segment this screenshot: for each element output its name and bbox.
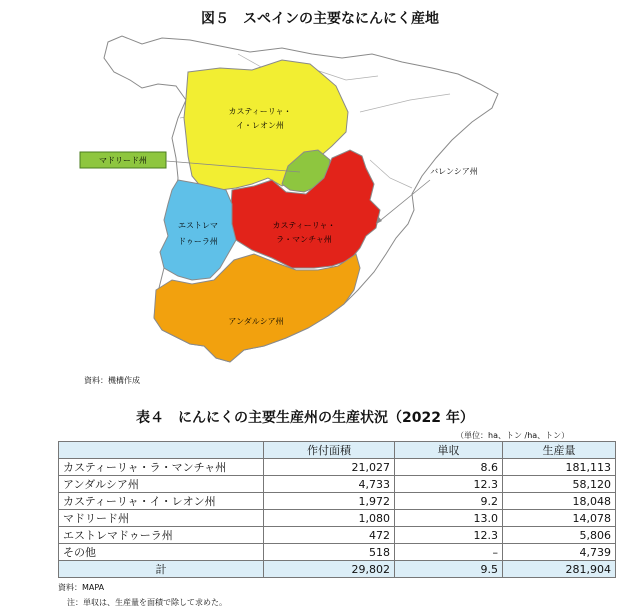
label-extremadura-2: ドゥーラ州 — [178, 237, 218, 246]
table-source: 資料：MAPA — [58, 583, 105, 592]
row-yield: 13.0 — [395, 510, 503, 527]
label-extremadura-1: エストレマ — [178, 221, 218, 230]
header-area: 作付面積 — [264, 442, 395, 459]
table-note: 注：単収は、生産量を面積で除して求めた。 — [67, 598, 227, 607]
spain-map — [60, 28, 580, 373]
row-region: エストレマドゥーラ州 — [59, 527, 264, 544]
header-region — [59, 442, 264, 459]
table-row — [59, 493, 616, 510]
total-area: 29,802 — [264, 561, 395, 578]
table-row — [59, 510, 616, 527]
label-castilla-leon-2: イ・レオン州 — [236, 121, 284, 130]
row-yield: 8.6 — [395, 459, 503, 476]
header-production: 生産量 — [503, 442, 616, 459]
map-source: 資料：機構作成 — [84, 376, 140, 385]
row-production: 5,806 — [503, 527, 616, 544]
row-production: 4,739 — [503, 544, 616, 561]
total-label: 計 — [59, 561, 264, 578]
row-area: 4,733 — [264, 476, 395, 493]
row-region: カスティーリャ・ラ・マンチャ州 — [59, 459, 264, 476]
row-yield: 12.3 — [395, 527, 503, 544]
production-table — [58, 441, 616, 578]
figure-title: 図５ スペインの主要なにんにく産地 — [201, 11, 439, 27]
table-row — [59, 527, 616, 544]
row-area: 1,972 — [264, 493, 395, 510]
table-header-row — [59, 442, 616, 459]
row-region: アンダルシア州 — [59, 476, 264, 493]
label-castilla-mancha-1: カスティーリャ・ — [272, 221, 336, 230]
row-area: 518 — [264, 544, 395, 561]
row-region: マドリード州 — [59, 510, 264, 527]
row-region: その他 — [59, 544, 264, 561]
label-madrid: マドリード州 — [99, 156, 147, 165]
row-production: 18,048 — [503, 493, 616, 510]
row-area: 472 — [264, 527, 395, 544]
row-yield: 9.2 — [395, 493, 503, 510]
row-yield: – — [395, 544, 503, 561]
table-row — [59, 476, 616, 493]
row-area: 1,080 — [264, 510, 395, 527]
row-production: 14,078 — [503, 510, 616, 527]
label-castilla-leon-1: カスティーリャ・ — [228, 107, 292, 116]
row-area: 21,027 — [264, 459, 395, 476]
row-production: 58,120 — [503, 476, 616, 493]
label-castilla-mancha-2: ラ・マンチャ州 — [276, 235, 332, 244]
total-yield: 9.5 — [395, 561, 503, 578]
table-row — [59, 459, 616, 476]
total-production: 281,904 — [503, 561, 616, 578]
table-title: 表４ にんにくの主要生産州の生産状況（2022 年） — [136, 410, 474, 426]
row-region: カスティーリャ・イ・レオン州 — [59, 493, 264, 510]
table-unit: （単位：ha、トン /ha、トン） — [456, 431, 570, 440]
row-production: 181,113 — [503, 459, 616, 476]
label-valencia: バレンシア州 — [430, 167, 478, 176]
table-total-row — [59, 561, 616, 578]
table-row — [59, 544, 616, 561]
row-yield: 12.3 — [395, 476, 503, 493]
label-andalucia: アンダルシア州 — [228, 317, 284, 326]
header-yield: 単収 — [395, 442, 503, 459]
